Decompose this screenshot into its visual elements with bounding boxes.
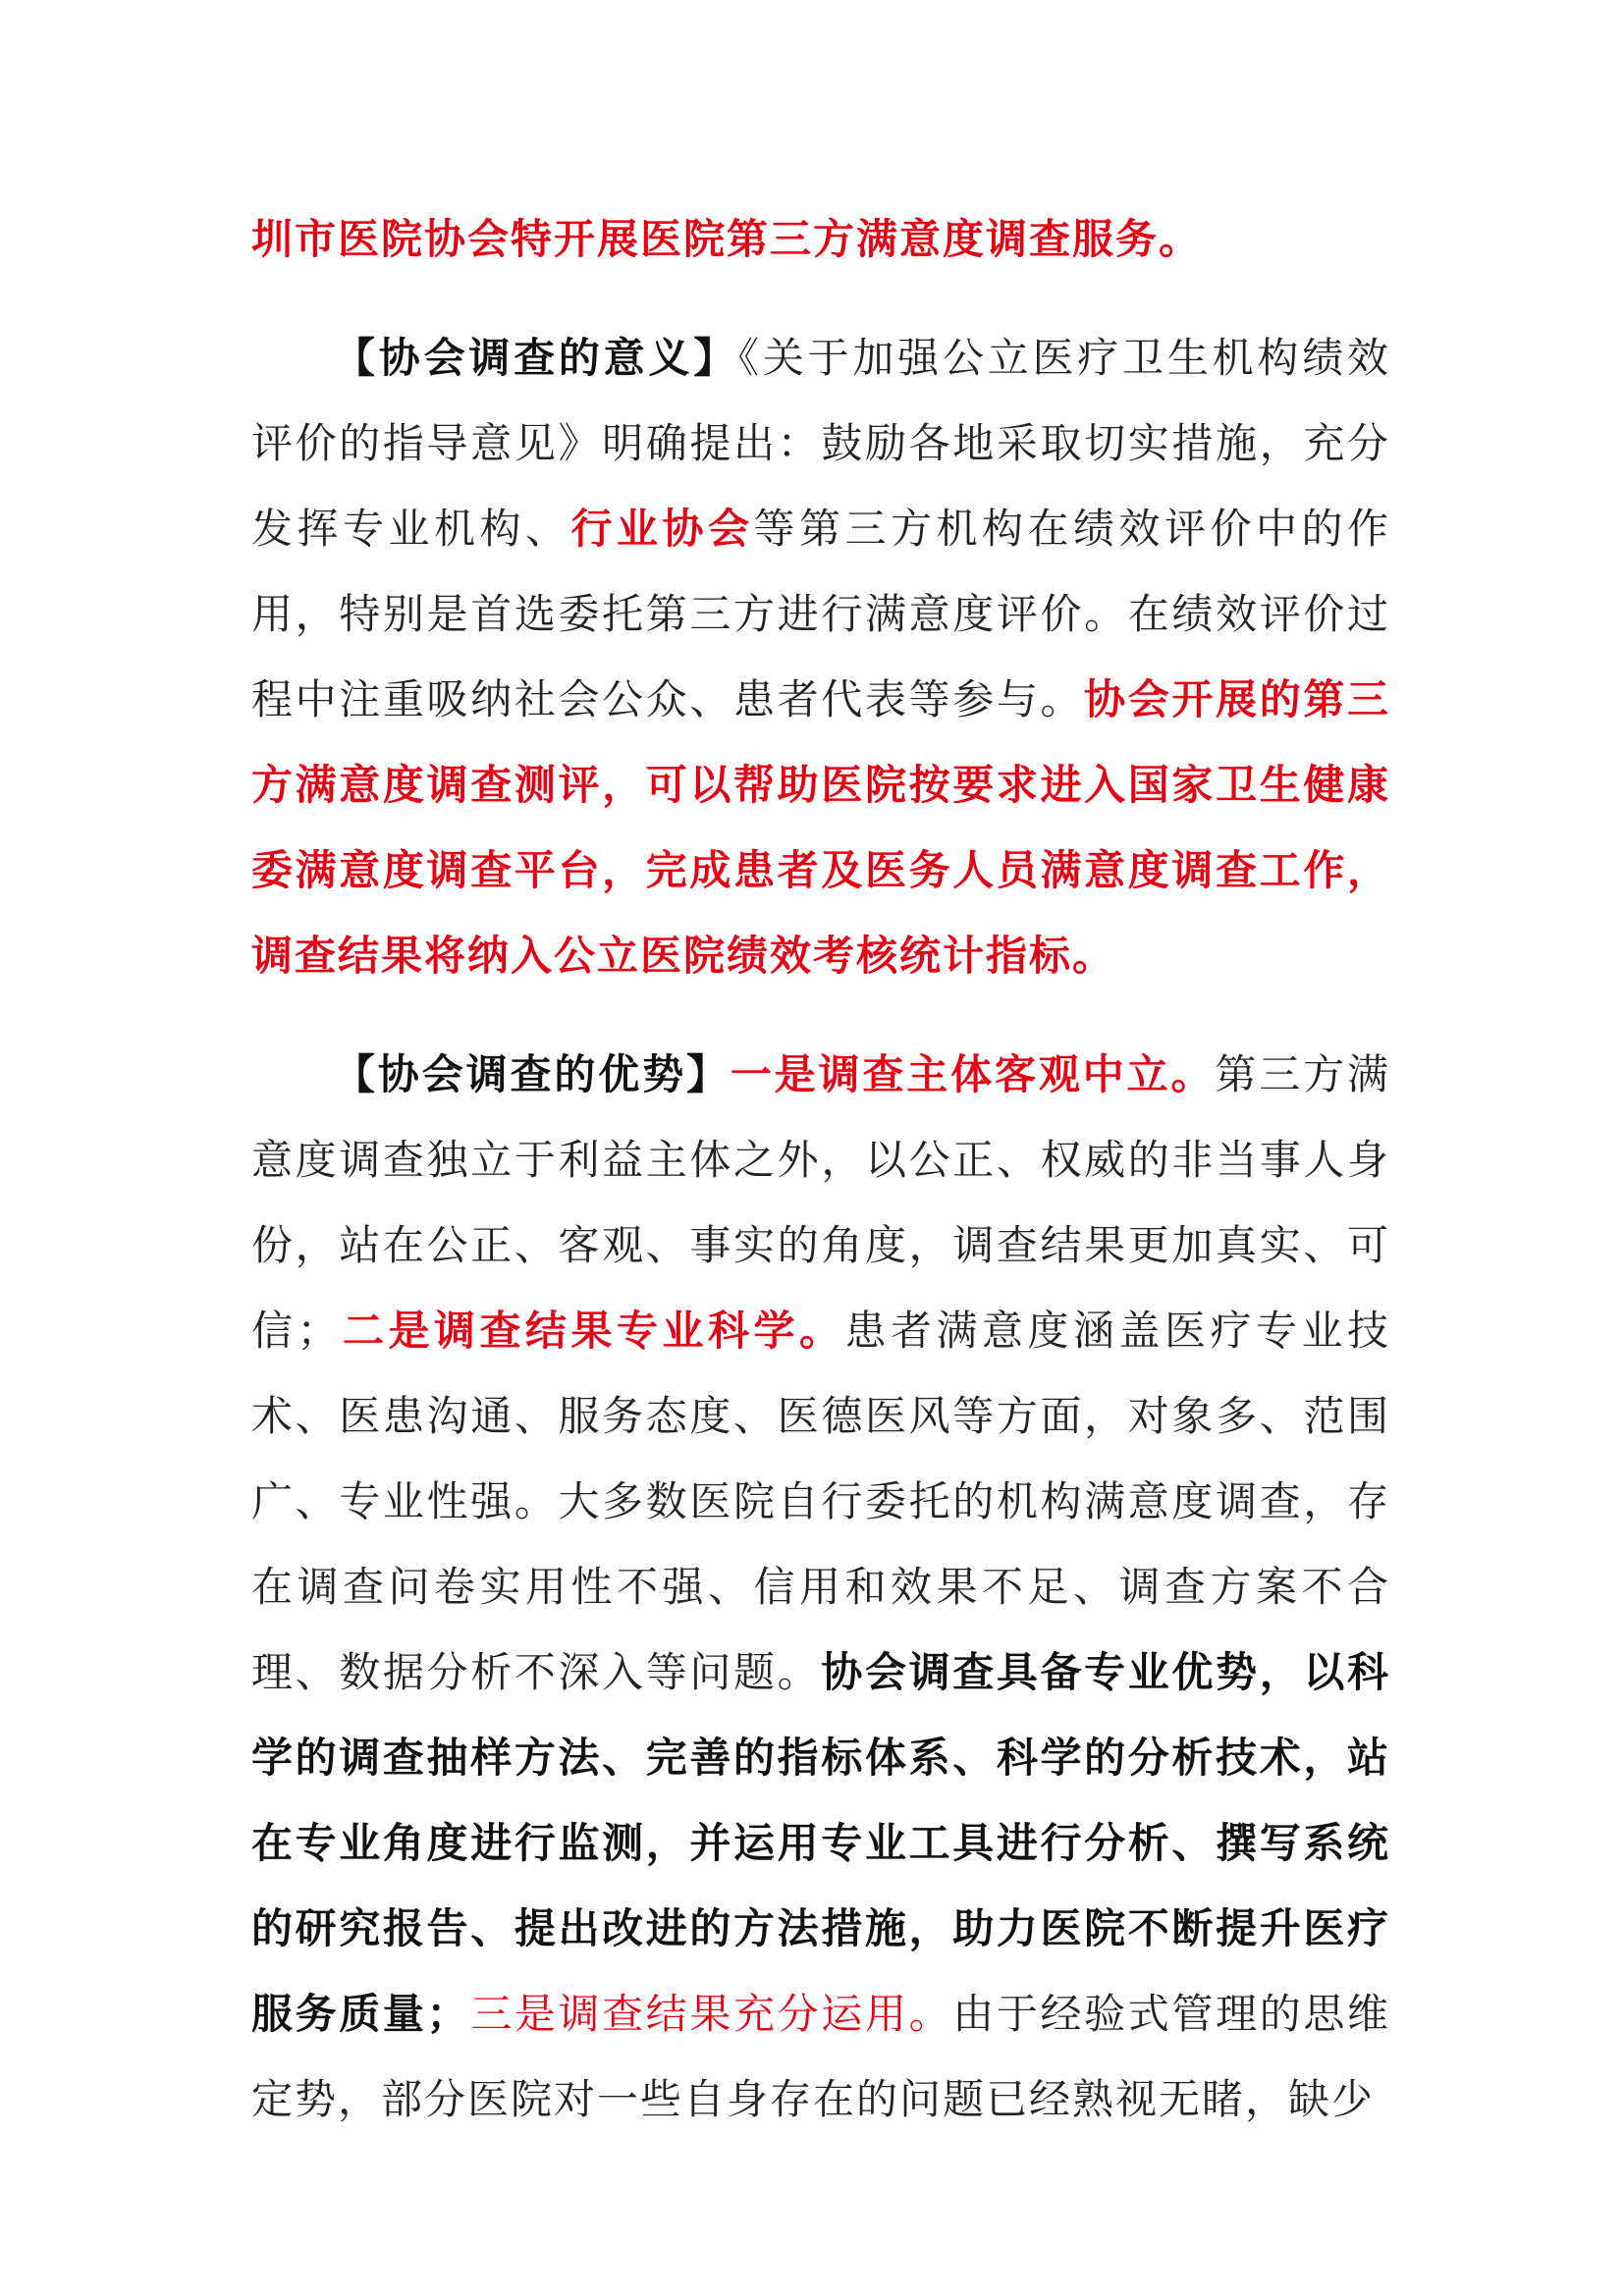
section-heading-advantages: 【协会调查的优势】 [334, 1050, 731, 1098]
paragraph-intro-tail [251, 196, 1390, 282]
paragraph-significance [251, 315, 1390, 998]
advantage-two-bold-text: 协会调查具备专业优势，以科学的调查抽样方法、完善的指标体系、科学的分析技术，站在专业角度进行监测，并运用专业工具进行分析、撰写系统的研究报告、提出改进的方法措施，助力医院不断提升医疗服务质量； [251, 1648, 1390, 2038]
document-page [251, 196, 1390, 2142]
advantage-two-title: 二是调查结果专业科学。 [340, 1307, 845, 1355]
advantage-three-text: 由于经验式管理的思维定势，部分医院对一些自身存在的问题已经熟视无睹，缺少 [251, 1990, 1390, 2123]
advantage-two-text: 患者满意度涵盖医疗专业技术、医患沟通、服务态度、医德医风等方面，对象多、范围广、专业性强。大多数医院自行委托的机构满意度调查，存在调查问卷实用性不强、信用和效果不足、调查方案不合理、数据分析不深入等问题。 [251, 1307, 1390, 1696]
advantage-three-title: 三是调查结果充分运用。 [469, 1990, 953, 2038]
significance-highlight-survey: 协会开展的第三方满意度调查测评，可以帮助医院按要求进入国家卫生健康委满意度调查平台，完成患者及医务人员满意度调查工作，调查结果将纳入公立医院绩效考核统计指标。 [251, 675, 1390, 980]
paragraph-gap [251, 998, 1390, 1032]
paragraph-gap [251, 282, 1390, 315]
advantage-one-title: 一是调查主体客观中立。 [730, 1050, 1216, 1098]
advantage-one-text: 第三方满意度调查独立于利益主体之外，以公正、权威的非当事人身份，站在公正、客观、事实的角度，调查结果更加真实、可信； [251, 1050, 1390, 1355]
significance-highlight-association: 行业协会 [570, 505, 754, 553]
significance-text-2: 等第三方机构在绩效评价中的作用，特别是首选委托第三方进行满意度评价。在绩效评价过程中注重吸纳社会公众、患者代表等参与。 [251, 505, 1390, 723]
intro-text: 圳市医院协会特开展医院第三方满意度调查服务。 [251, 215, 1203, 263]
section-heading-significance: 【协会调查的意义】 [334, 334, 739, 382]
significance-text-1: 《关于加强公立医疗卫生机构绩效评价的指导意见》明确提出：鼓励各地采取切实措施，充分发挥专业机构、 [251, 334, 1390, 553]
paragraph-advantages [251, 1032, 1390, 2142]
